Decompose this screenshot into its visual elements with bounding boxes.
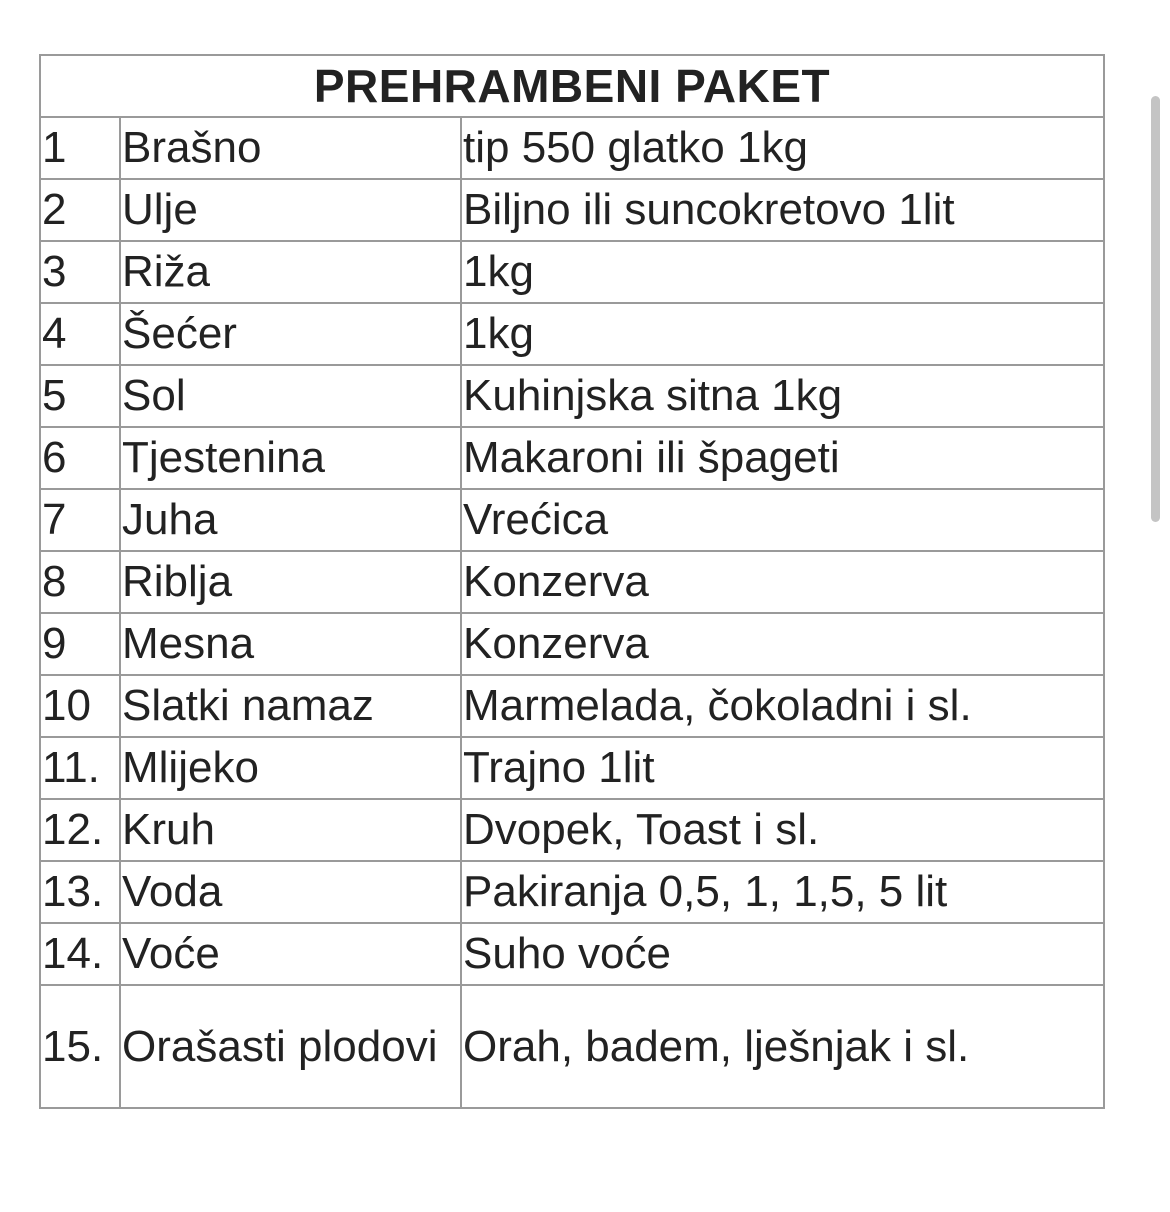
row-number: 5 [40, 365, 120, 427]
row-number: 1 [40, 117, 120, 179]
item-name: Mlijeko [120, 737, 461, 799]
table-row [40, 985, 1104, 1108]
item-description: Makaroni ili špageti [461, 427, 1104, 489]
item-name: Slatki namaz [120, 675, 461, 737]
item-name: Kruh [120, 799, 461, 861]
row-number: 15. [40, 985, 120, 1108]
table-row [40, 675, 1104, 737]
item-name: Mesna [120, 613, 461, 675]
item-name: Riblja [120, 551, 461, 613]
row-number: 12. [40, 799, 120, 861]
table-row [40, 489, 1104, 551]
table-row [40, 303, 1104, 365]
row-number: 10 [40, 675, 120, 737]
item-description: Konzerva [461, 613, 1104, 675]
table-row [40, 117, 1104, 179]
item-description: Pakiranja 0,5, 1, 1,5, 5 lit [461, 861, 1104, 923]
row-number: 7 [40, 489, 120, 551]
item-name: Orašasti plodovi [120, 985, 461, 1108]
table-row [40, 427, 1104, 489]
item-name: Voće [120, 923, 461, 985]
item-name: Tjestenina [120, 427, 461, 489]
item-description: 1kg [461, 241, 1104, 303]
table-header-row [40, 55, 1104, 117]
table-row [40, 551, 1104, 613]
item-name: Ulje [120, 179, 461, 241]
item-name: Riža [120, 241, 461, 303]
item-name: Juha [120, 489, 461, 551]
table-row [40, 179, 1104, 241]
row-number: 13. [40, 861, 120, 923]
table-row [40, 861, 1104, 923]
vertical-scrollbar[interactable] [1151, 96, 1160, 522]
row-number: 9 [40, 613, 120, 675]
table-row [40, 923, 1104, 985]
item-description: Biljno ili suncokretovo 1lit [461, 179, 1104, 241]
item-description: 1kg [461, 303, 1104, 365]
item-description: tip 550 glatko 1kg [461, 117, 1104, 179]
item-description: Vrećica [461, 489, 1104, 551]
food-package-table [39, 54, 1105, 1109]
item-name: Voda [120, 861, 461, 923]
table-title: PREHRAMBENI PAKET [40, 55, 1104, 117]
row-number: 3 [40, 241, 120, 303]
table-row [40, 241, 1104, 303]
item-name: Sol [120, 365, 461, 427]
item-description: Marmelada, čokoladni i sl. [461, 675, 1104, 737]
row-number: 8 [40, 551, 120, 613]
item-name: Šećer [120, 303, 461, 365]
item-description: Konzerva [461, 551, 1104, 613]
item-description: Trajno 1lit [461, 737, 1104, 799]
row-number: 6 [40, 427, 120, 489]
item-description: Kuhinjska sitna 1kg [461, 365, 1104, 427]
row-number: 4 [40, 303, 120, 365]
table-row [40, 737, 1104, 799]
row-number: 14. [40, 923, 120, 985]
table-row [40, 613, 1104, 675]
item-description: Suho voće [461, 923, 1104, 985]
item-description: Orah, badem, lješnjak i sl. [461, 985, 1104, 1108]
table-row [40, 365, 1104, 427]
row-number: 11. [40, 737, 120, 799]
item-description: Dvopek, Toast i sl. [461, 799, 1104, 861]
table-row [40, 799, 1104, 861]
row-number: 2 [40, 179, 120, 241]
item-name: Brašno [120, 117, 461, 179]
